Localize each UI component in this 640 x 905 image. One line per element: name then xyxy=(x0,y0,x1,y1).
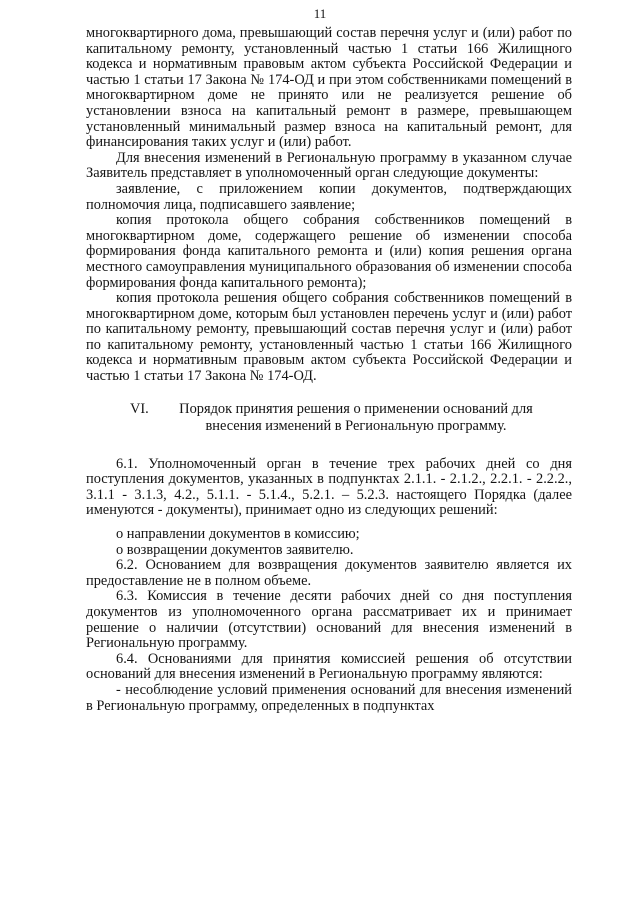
section-heading xyxy=(86,401,572,435)
page-number: 11 xyxy=(313,6,327,21)
paragraph-continuation: многоквартирного дома, превышающий состав перечня услуг и (или) работ по капитальному ремонту, установленный частью 1 статьи 166 Жилищного кодекса и нормативным правовым актом субъекта Российской Федерации и частью 1 статьи 17 Закона № 174-ОД и при этом собственниками помещений в многоквартирном доме не принято или не реализуется решение об установлении взноса на капитальный ремонт в размере, превышающем установленный минимальный размер взноса на капитальный ремонт, для финансирования таких услуг и (или) работ. xyxy=(86,25,572,151)
paragraph-documents-intro: Для внесения изменений в Региональную программу в указанном случае Заявитель представляет в уполномоченный орган следующие документы: xyxy=(86,149,572,182)
paragraph-nonobservance: - несоблюдение условий применения оснований для внесения изменений в Региональную программу, определенных в подпунктах xyxy=(86,681,572,714)
list-item-send-to-commission: о направлении документов в комиссию; xyxy=(116,526,360,543)
paragraph-application: заявление, с приложением копии документов, подтверждающих полномочия лица, подписавшего заявление; xyxy=(86,180,572,213)
paragraph-6-2: 6.2. Основанием для возвращения документов заявителю является их предоставление не в полном объеме. xyxy=(86,557,572,589)
section-title: Порядок принятия решения о применении оснований для внесения изменений в Региональную программу. xyxy=(179,400,533,434)
paragraph-6-3: 6.3. Комиссия в течение десяти рабочих дней со дня поступления документов из уполномоченного органа рассматривает их и принимает решение о наличии (отсутствии) оснований для внесения изменений в Региональную программу. xyxy=(86,588,572,652)
paragraph-protocol-copy: копия протокола общего собрания собственников помещений в многоквартирном доме, содержащего решение об изменении способа формирования фонда капитального ремонта и (или) копия решения органа местного самоуправления муниципального образования об изменении способа формирования фонда капитального ремонта); xyxy=(86,212,572,291)
paragraph-protocol-decision: копия протокола решения общего собрания собственников помещений в многоквартирном доме, которым был установлен перечень услуг и (или) работ по капитальному ремонту, превышающий состав перечня услуг и (или) работ по капитальному ремонту, установленный частью 1 статьи 166 Жилищного кодекса и нормативным правовым актом субъекта Российской Федерации и частью 1 статьи 17 Закона № 174-ОД. xyxy=(86,290,572,385)
paragraph-6-4: 6.4. Основаниями для принятия комиссией решения об отсутствии оснований для внесения изменений в Региональную программу являются: xyxy=(86,650,572,683)
paragraph-6-1: 6.1. Уполномоченный орган в течение трех рабочих дней со дня поступления документов, указанных в подпунктах 2.1.1. - 2.1.2., 2.2.1. - 2.2.2., 3.1.1 - 3.1.3, 4.2., 5.1.1. - 5.1.4., 5.2.1. – 5.2.3. настоящего Порядка (далее именуются - документы), принимает одно из следующих решений: xyxy=(86,455,572,519)
document-body xyxy=(86,26,572,714)
section-number: VI. xyxy=(130,400,149,417)
list-item-return-documents: о возвращении документов заявителю. xyxy=(116,541,354,558)
